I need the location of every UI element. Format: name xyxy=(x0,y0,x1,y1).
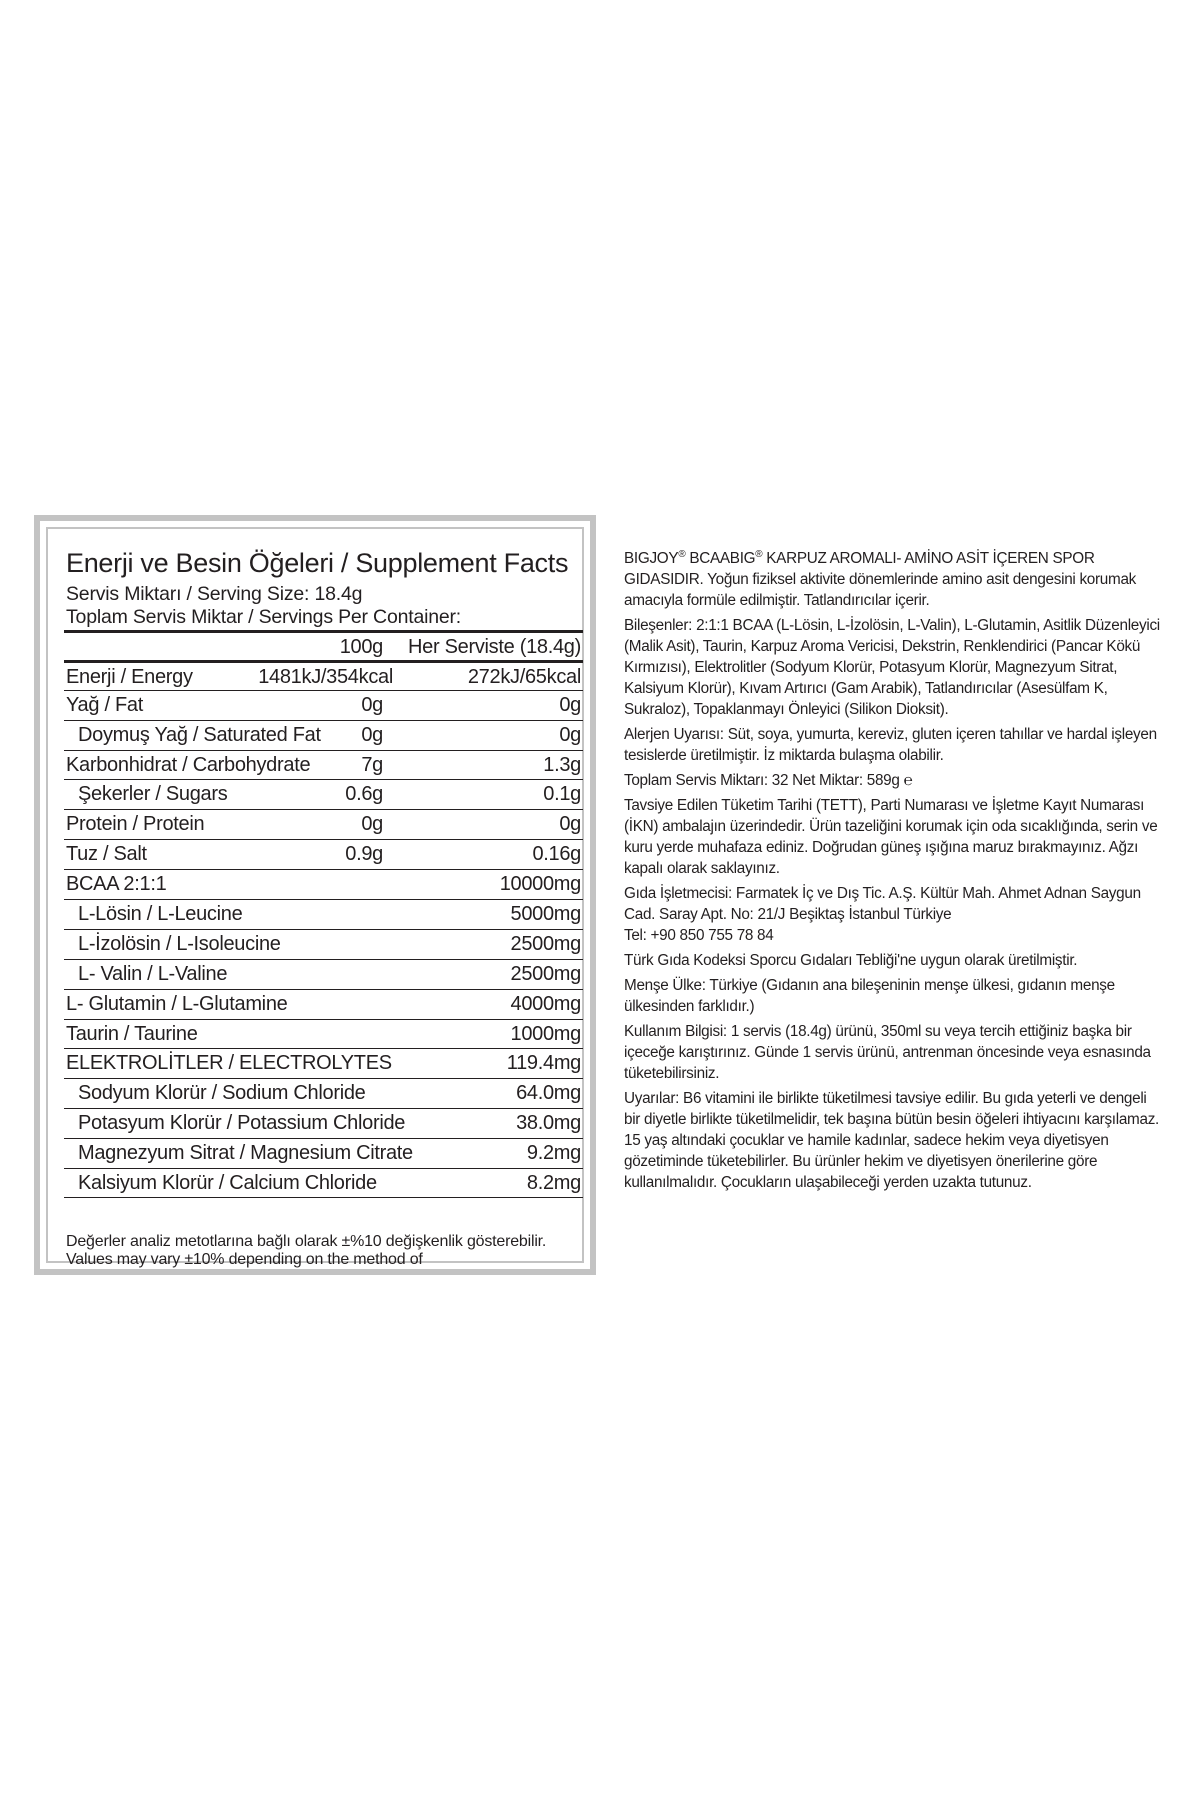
table-row xyxy=(64,839,583,869)
value-per-serving: 4000mg xyxy=(510,992,581,1015)
phone: Tel: +90 850 755 78 84 xyxy=(624,927,774,944)
table-row xyxy=(64,959,583,989)
table-row xyxy=(64,690,583,720)
table-row xyxy=(64,1108,583,1138)
value-per-serving: 9.2mg xyxy=(526,1142,581,1165)
value-per-100g: 0g xyxy=(361,813,383,836)
value-per-serving: 119.4mg xyxy=(506,1052,581,1075)
value-per-100g: 0.6g xyxy=(345,783,383,806)
ingredients: Bileşenler: 2:1:1 BCAA (L-Lösin, L-İzolösin, L-Valin), L-Glutamin, Asitlik Düzenleyici (Malik Asit), Taurin, Karpuz Aroma Vericisi, Dekstrin, Renklendirici (Pancar Kökü Kırmızısı), Elektrolitler (Sodyum Klorür, Potasyum Klorür, Magnezyum Sitrat, Kalsiyum Klorür), Kıvam Artırıcı (Gam Arabik), Tatlandırıcılar (Asesülfam K, Sukraloz), Topaklanmayı Önleyici (Silikon Dioksit). xyxy=(624,617,1160,718)
nutrient-label: Yağ / Fat xyxy=(66,693,143,716)
brand-name: BIGJOY xyxy=(624,550,679,567)
registered-mark: ® xyxy=(755,548,763,560)
supplement-facts-panel xyxy=(34,515,596,1275)
nutrient-label: BCAA 2:1:1 xyxy=(66,873,167,896)
table-row xyxy=(64,1078,583,1108)
table-row xyxy=(64,1138,583,1168)
value-per-serving: 64.0mg xyxy=(516,1082,581,1105)
table-row xyxy=(64,809,583,839)
value-per-serving: 0g xyxy=(559,813,581,836)
value-per-serving: 1.3g xyxy=(543,753,581,776)
value-per-serving: 38.0mg xyxy=(516,1112,581,1135)
value-per-100g: 0.9g xyxy=(345,843,383,866)
nutrient-label: Şekerler / Sugars xyxy=(78,783,228,806)
nutrient-label: Sodyum Klorür / Sodium Chloride xyxy=(78,1082,366,1105)
servings-net-quantity: Toplam Servis Miktarı: 32 Net Miktar: 589g ℮ xyxy=(624,772,913,789)
nutrient-label: Enerji / Energy xyxy=(66,665,193,688)
nutrient-label: L- Valin / L-Valine xyxy=(78,962,228,985)
table-row xyxy=(64,720,583,750)
nutrient-label: L-Lösin / L-Leucine xyxy=(78,903,243,926)
nutrient-label: Potasyum Klorür / Potassium Chloride xyxy=(78,1112,406,1135)
table-row xyxy=(64,929,583,959)
table-row xyxy=(64,989,583,1019)
product-info-text xyxy=(624,548,1164,1197)
value-per-serving: 1000mg xyxy=(510,1022,581,1045)
table-body xyxy=(64,660,583,1198)
column-header-serving: Her Serviste (18.4g) xyxy=(408,636,581,658)
product-description xyxy=(624,548,1164,611)
nutrient-label: ELEKTROLİTLER / ELECTROLYTES xyxy=(66,1052,392,1075)
nutrient-label: L- Glutamin / L-Glutamine xyxy=(66,992,288,1015)
nutrient-label: Kalsiyum Klorür / Calcium Chloride xyxy=(78,1172,377,1195)
table-row xyxy=(64,1168,583,1198)
food-operator: Gıda İşletmecisi: Farmatek İç ve Dış Tic. A.Ş. Kültür Mah. Ahmet Adnan Saygun Cad. Saray Apt. No: 21/J Beşiktaş İstanbul Türkiye xyxy=(624,885,1141,923)
value-per-serving: 10000mg xyxy=(499,873,581,896)
serving-size: Servis Miktarı / Serving Size: 18.4g xyxy=(66,583,363,605)
value-per-serving: 8.2mg xyxy=(526,1172,581,1195)
table-row xyxy=(64,869,583,899)
value-per-serving: 5000mg xyxy=(510,903,581,926)
country-of-origin: Menşe Ülke: Türkiye (Gıdanın ana bileşeninin menşe ülkesi, gıdanın menşe ülkesinden farklıdır.) xyxy=(624,977,1115,1015)
product-name: BCAABIG xyxy=(685,550,756,567)
value-per-serving: 0g xyxy=(559,693,581,716)
value-per-serving: 0.1g xyxy=(543,783,581,806)
nutrient-label: Magnezyum Sitrat / Magnesium Citrate xyxy=(78,1142,413,1165)
nutrient-label: Protein / Protein xyxy=(66,813,205,836)
product-description-text: KARPUZ AROMALI- AMİNO ASİT İÇEREN SPOR GIDASIDIR. Yoğun fiziksel aktivite dönemlerinde amino asit dengesini korumak amacıyla formüle edilmiştir. Tatlandırıcılar içerir. xyxy=(624,550,1137,609)
facts-footnote: Değerler analiz metotlarına bağlı olarak ±%10 değişkenlik gösterebilir. Values may vary ±10% depending on the method of xyxy=(66,1233,547,1268)
table-row xyxy=(64,1019,583,1049)
facts-title: Enerji ve Besin Öğeleri / Supplement Facts xyxy=(66,548,569,578)
nutrient-label: Doymuş Yağ / Saturated Fat xyxy=(78,723,321,746)
value-per-serving: 272kJ/65kcal xyxy=(467,665,581,688)
usage-info: Kullanım Bilgisi: 1 servis (18.4g) ürünü, 350ml su veya tercih ettiğiniz başka bir içeceğe karıştırınız. Günde 1 servis ürünü, antrenman öncesinde veya esnasında tüketebilirsiniz. xyxy=(624,1023,1151,1082)
table-row xyxy=(64,660,583,690)
value-per-serving: 2500mg xyxy=(510,932,581,955)
nutrient-label: Karbonhidrat / Carbohydrate xyxy=(66,753,311,776)
nutrition-table xyxy=(64,630,583,1198)
value-per-100g: 0g xyxy=(361,723,383,746)
value-per-100g: 7g xyxy=(361,753,383,776)
tett-storage: Tavsiye Edilen Tüketim Tarihi (TETT), Parti Numarası ve İşletme Kayıt Numarası (İKN) ambalajın üzerindedir. Ürün tazeliğini korumak için oda sıcaklığında, serin ve kuru yerde muhafaza ediniz. Doğrudan güneş ışığına maruz bırakmayınız. Ağzı kapalı olarak saklayınız. xyxy=(624,797,1158,877)
value-per-serving: 2500mg xyxy=(510,962,581,985)
value-per-serving: 0g xyxy=(559,723,581,746)
allergen-warning: Alerjen Uyarısı: Süt, soya, yumurta, kereviz, gluten içeren tahıllar ve hardal işleyen tesislerde üretilmiştir. İz miktarda bulaşma olabilir. xyxy=(624,726,1157,764)
nutrient-label: Tuz / Salt xyxy=(66,843,147,866)
table-row xyxy=(64,899,583,929)
supplement-facts-inner-border xyxy=(46,527,584,1268)
table-row xyxy=(64,750,583,780)
servings-per-container: Toplam Servis Miktar / Servings Per Container: xyxy=(66,606,462,628)
warnings: Uyarılar: B6 vitamini ile birlikte tüketilmesi tavsiye edilir. Bu gıda yeterli ve dengeli bir diyetle birlikte tüketilmelidir, tek başına bütün besin öğeleri ihtiyacını karşılamaz. 15 yaş altındaki çocuklar ve hamile kadınlar, sadece hekim veya diyetisyen gözetiminde tüketebilirler. Bu ürünler hekim ve diyetisyen önerilerine göre kullanılmalıdır. Çocukların ulaşabileceği yerden uzakta tutunuz. xyxy=(624,1090,1160,1191)
registered-mark: ® xyxy=(678,548,686,560)
table-header-row xyxy=(64,630,583,660)
value-per-serving: 0.16g xyxy=(532,843,581,866)
value-per-100g: 0g xyxy=(361,693,383,716)
column-header-100g: 100g xyxy=(339,636,383,658)
nutrient-label: Taurin / Taurine xyxy=(66,1022,198,1045)
table-row xyxy=(64,779,583,809)
value-per-100g: 1481kJ/354kcal xyxy=(258,665,393,688)
codex-compliance: Türk Gıda Kodeksi Sporcu Gıdaları Tebliği'ne uygun olarak üretilmiştir. xyxy=(624,952,1078,969)
nutrient-label: L-İzolösin / L-Isoleucine xyxy=(78,932,281,955)
table-row xyxy=(64,1048,583,1078)
